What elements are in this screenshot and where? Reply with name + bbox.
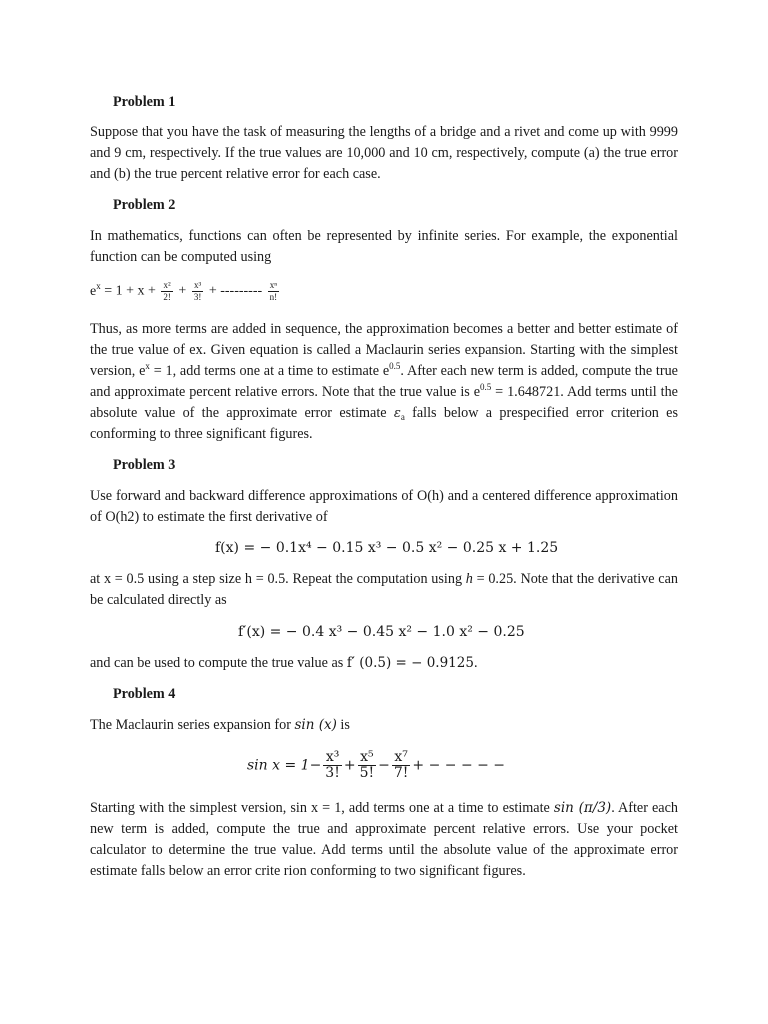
sine-series-equation: sin x = 1− $\frac{\text{x³}}{3!}$ + $\frac{\text{x⁵}}{5!}$ − $\frac{\text{x⁷}}{7!}$ + − − − − − [247,749,506,781]
problem-4-heading: Problem 4 [113,686,176,702]
derivative-equation: f′(x) = − 0.4 x³ − 0.45 x² − 1.0 x² − 0.25 [238,624,525,640]
eq-lhs: $e^x$ [90,280,101,299]
problem-2-intro: In mathematics, functions can often be represented by infinite series. For example, the exponential function can be computed using [90,228,678,265]
fraction-x3-sine: $\frac{\text{x³}}{3!}$ [325,749,340,781]
problem-3-heading: Problem 3 [113,457,176,473]
problem-4-intro: The Maclaurin series expansion for sin (x) is [90,717,350,733]
problem-3-intro: Use forward and backward difference approximations of O(h) and a centered difference approximation of O(h2) to estimate the first derivative of [90,488,678,525]
fraction-xn: $\frac{\text{xⁿ}}{n!}$ [269,280,278,302]
exponential-series-equation: $e^x = 1 + x$ + $\frac{\text{x²}}{2!}$ + $\frac{\text{x³}}{3!}$ + --------- $\frac{\text{xⁿ}}{n!}$ [90,280,278,302]
problem-2-heading: Problem 2 [113,197,176,213]
fraction-x3: $\frac{\text{x³}}{3!}$ [193,280,202,302]
function-equation: f(x) = − 0.1x⁴ − 0.15 x³ − 0.5 x² − 0.25 x + 1.25 [215,540,559,556]
fraction-x2: $\frac{\text{x²}}{2!}$ [163,280,171,302]
problem-2-body: Thus, as more terms are added in sequence, the approximation becomes a better and better estimate of the true value of ex. Given equation is called a Maclaurin series expansion. Starting with the simplest version, $e^x = 1$, add terms one at a time to estimate $e^{0.5}$. After each new term is added, compute the true and approximate percent relative errors. Note that the true value is $e^{0.5} = 1.648721$. Add terms until the absolute value of the approximate error estimate $\varepsilon_a$ falls below a prespecified error criterion es conforming to three significant figures. [90,321,678,442]
problem-1-heading: Problem 1 [113,94,176,110]
problem-4-body: Starting with the simplest version, sin x = 1, add terms one at a time to estimate sin (π/3). After each new term is added, compute the true and approximate percent relative errors. Use your pocket calculator to determine the true value. Add terms until the absolute value of the approximate error estimate falls below an error crite rion conforming to two significant figures. [90,800,678,879]
problem-3-end: and can be used to compute the true value as f′ (0.5) = − 0.9125. [90,655,478,671]
problem-3-middle: at x = 0.5 using a step size h = 0.5. Repeat the computation using h = 0.25. Note that the derivative can be calculated directly as [90,571,678,608]
fraction-x7-sine: $\frac{\text{x⁷}}{7!}$ [393,749,409,781]
problem-1-text: Suppose that you have the task of measuring the lengths of a bridge and a rivet and come up with 9999 and 9 cm, respectively. If the true values are 10,000 and 10 cm, respectively, compute (a) the true error and (b) the true percent relative error for each case. [90,124,678,182]
fraction-x5-sine: $\frac{\text{x⁵}}{5!}$ [359,749,375,781]
